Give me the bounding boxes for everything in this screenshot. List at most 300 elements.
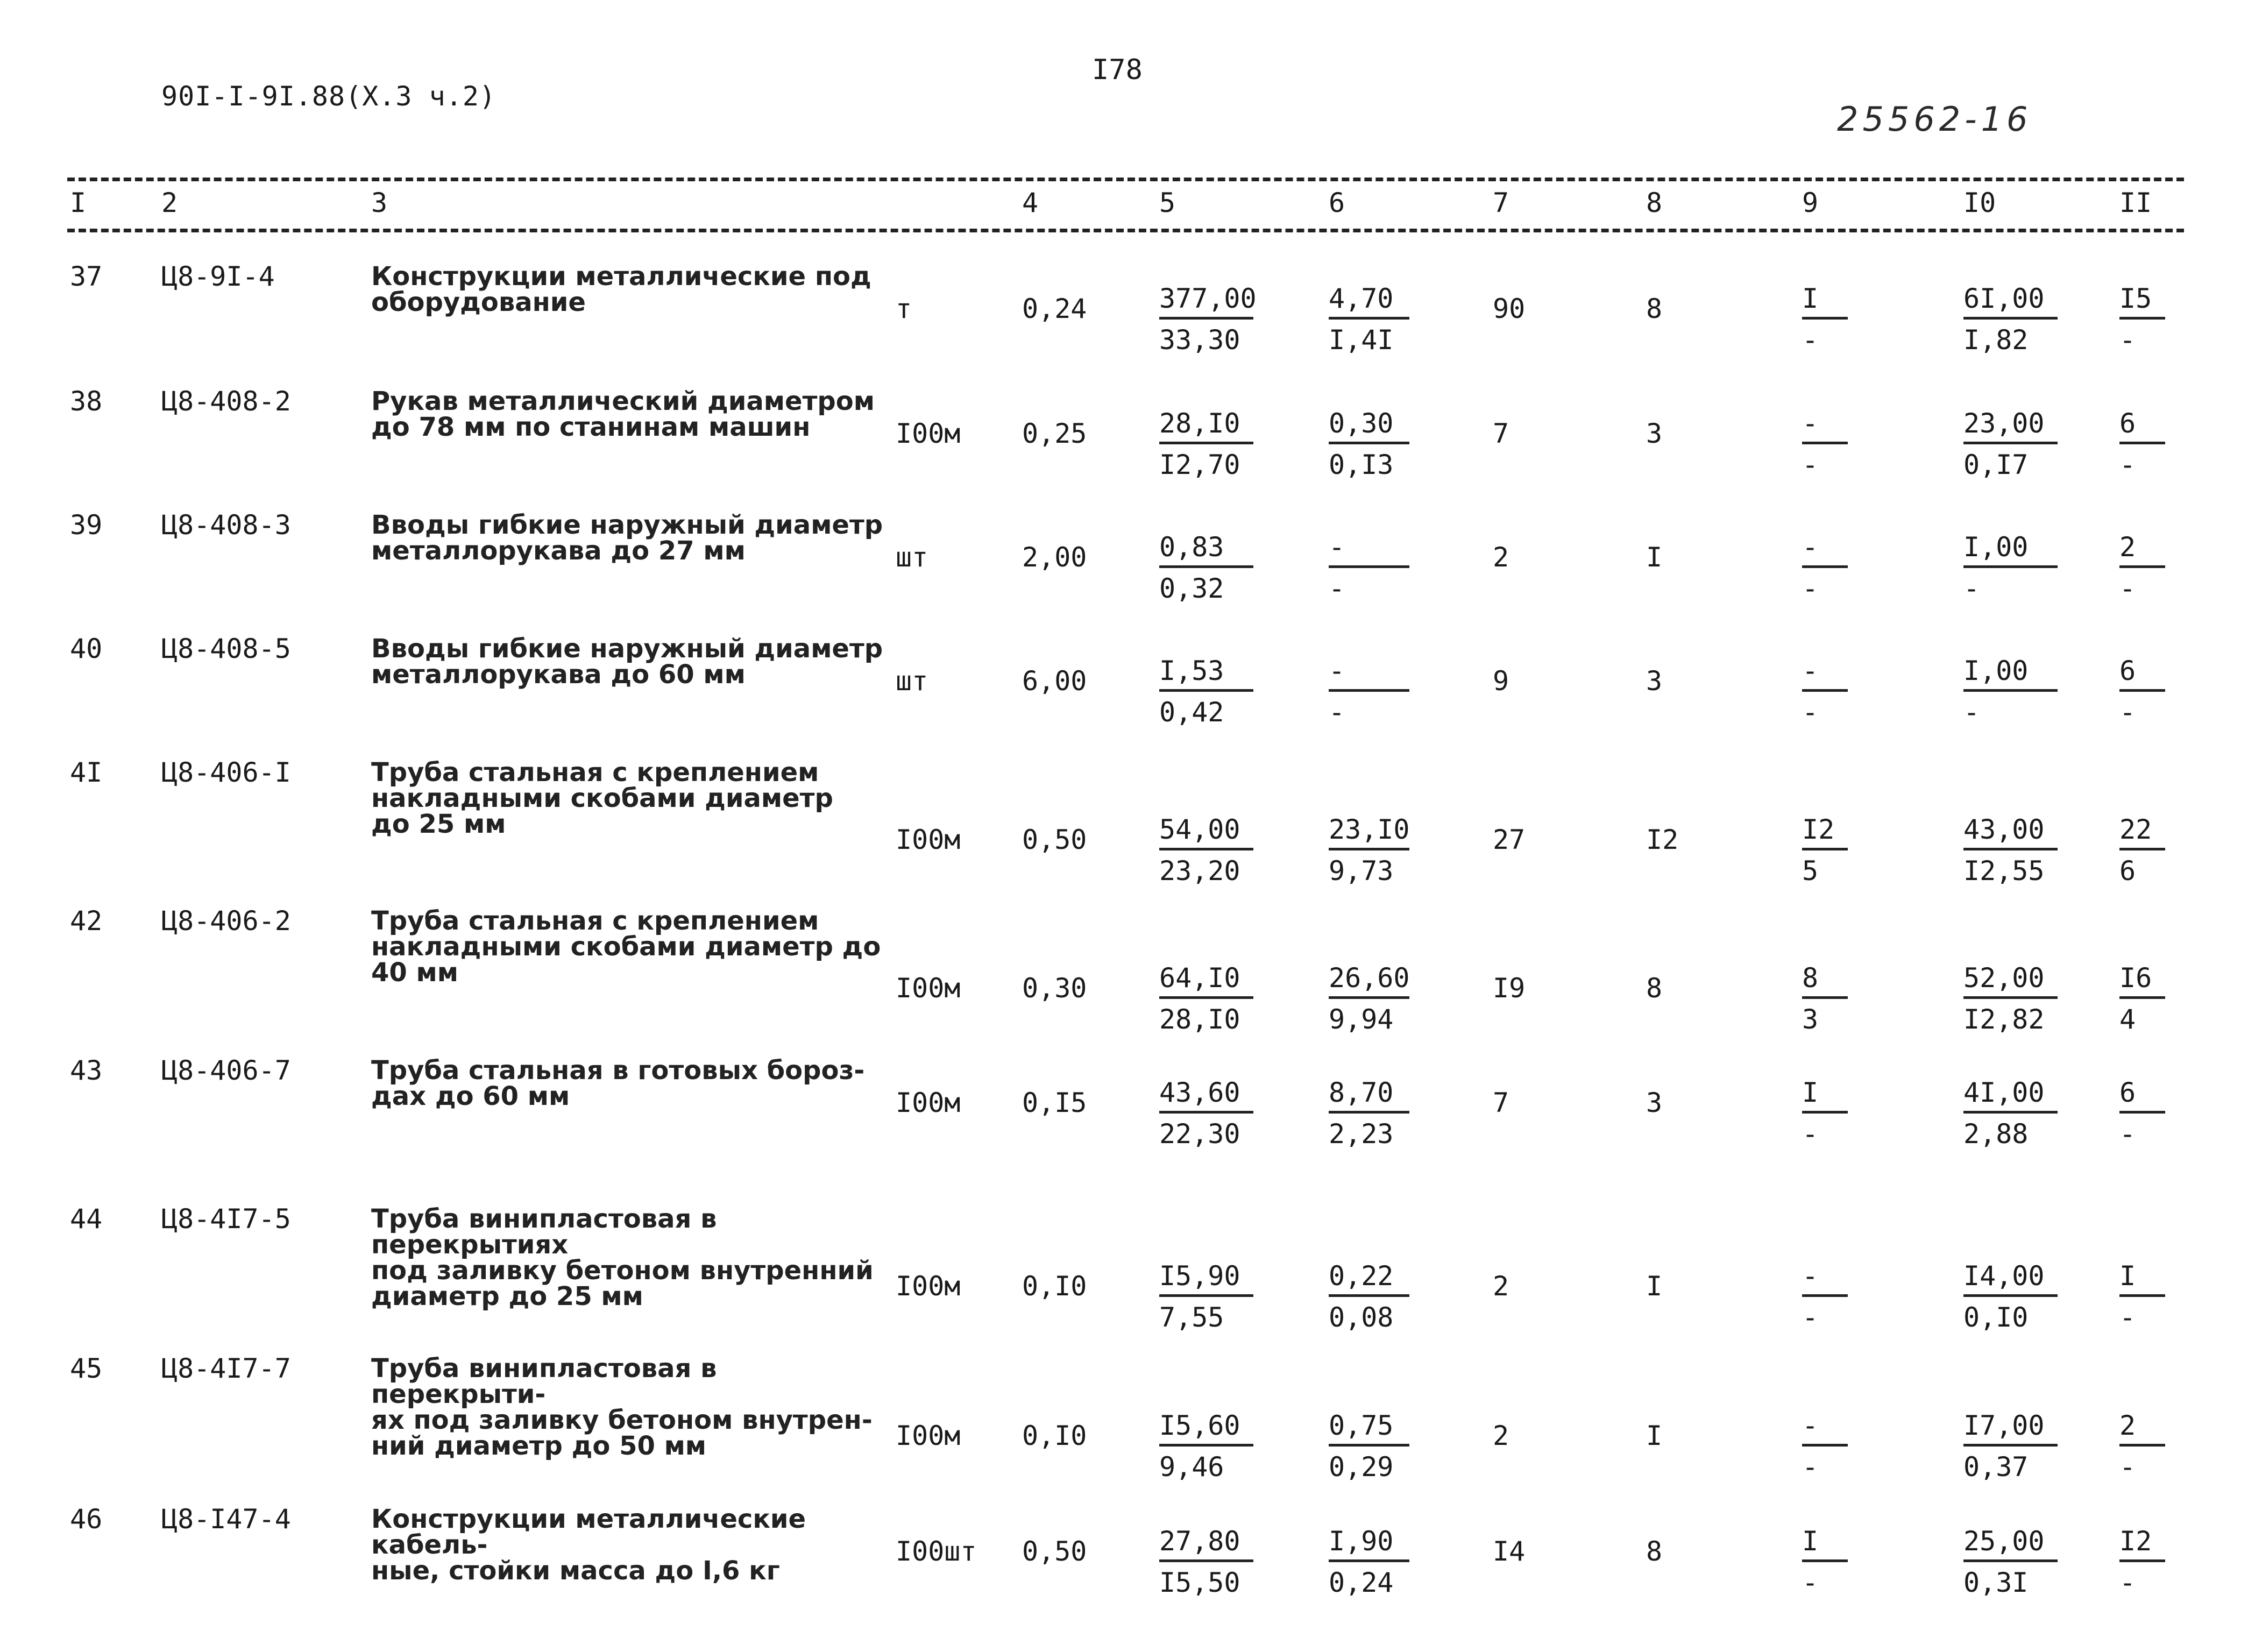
column-5-value-fraction-bar [1159,565,1253,568]
column-11-value-denominator: - [2119,697,2136,728]
column-9-value-numerator: - [1802,655,1819,686]
column-5-value-numerator: 377,00 [1159,283,1257,314]
work-description [371,512,888,564]
work-description-line: до 78 мм по станинам машин [371,412,811,442]
column-10-value [1963,282,2058,356]
work-description-line: накладными скобами диаметр до [371,932,881,962]
column-10-value [1963,407,2058,481]
column-11-value-fraction-bar [2119,317,2165,320]
column-10-value-fraction-bar [1963,317,2058,320]
work-description [371,906,888,988]
column-5-value [1159,407,1253,481]
column-5-value-fraction-bar [1159,848,1253,850]
column-10-value-fraction-bar [1963,1559,2058,1562]
work-description-line: металлорукава до 60 мм [371,660,746,690]
column-11-value-fraction-bar [2119,689,2165,692]
row-number: 45 [70,1353,103,1384]
column-5-value-denominator: 9,46 [1159,1451,1224,1483]
document-code: 90I-I-9I.88(X.3 ч.2) [161,81,497,112]
column-9-value-numerator: I [1802,1077,1819,1108]
row-number: 43 [70,1055,103,1086]
unit-of-measure: шт [896,665,928,697]
column-6-value-fraction-bar [1329,848,1409,850]
column-10-value-fraction-bar [1963,689,2058,692]
column-11-value [2119,1076,2165,1150]
column-8-value: 3 [1646,418,1663,449]
column-11-value-denominator: - [2119,324,2136,356]
column-10-value-fraction-bar [1963,1111,2058,1114]
column-10-value-denominator: - [1963,573,1980,604]
column-10-value [1963,1525,2058,1599]
column-6-value-denominator: 0,I3 [1329,449,1394,480]
column-9-value-denominator: 5 [1802,855,1819,887]
quantity: 0,I0 [1022,1271,1087,1302]
column-8-value: 8 [1646,1536,1663,1567]
column-6-value-fraction-bar [1329,317,1409,320]
column-11-value-fraction-bar [2119,848,2165,850]
column-11-value [2119,655,2165,728]
quantity: 0,25 [1022,418,1087,449]
column-11-value [2119,1260,2165,1334]
column-9-value-fraction-bar [1802,317,1848,320]
column-6-value-fraction-bar [1329,442,1409,444]
column-11-value-numerator: 2 [2119,531,2136,563]
column-6-value-denominator: 0,08 [1329,1302,1394,1333]
column-10-value-numerator: 43,00 [1963,814,2045,845]
column-8-value: I [1646,542,1663,573]
column-11-value [2119,1409,2165,1483]
work-description-line: Рукав металлический диаметром [371,386,875,416]
column-9-value [1802,1409,1848,1483]
column-9-value-fraction-bar [1802,442,1848,444]
column-10-value-numerator: I7,00 [1963,1410,2045,1441]
column-9-value-numerator: - [1802,408,1819,439]
column-5-value-denominator: 0,32 [1159,573,1224,604]
work-description-line: ний диаметр до 50 мм [371,1431,707,1461]
column-9-value-numerator: - [1802,531,1819,563]
work-description [371,1353,888,1461]
column-9-value-denominator: - [1802,1567,1819,1598]
column-9-value-fraction-bar [1802,1444,1848,1447]
column-11-value-numerator: 6 [2119,408,2136,439]
column-7-value: 7 [1493,418,1509,449]
column-5-value [1159,531,1253,605]
column-9-value-numerator: - [1802,1410,1819,1441]
column-9-value [1802,813,1848,887]
column-5-value-numerator: 64,I0 [1159,962,1240,994]
work-description-line: Труба стальная с креплением [371,757,819,788]
column-number-4: 4 [1022,187,1039,218]
column-6-value [1329,1260,1409,1334]
work-description-line: Труба стальная в готовых бороз- [371,1055,865,1086]
column-number-3: 3 [371,187,388,218]
row-number: 40 [70,633,103,664]
column-5-value-fraction-bar [1159,996,1253,999]
column-number-1: I [70,187,87,218]
column-9-value-denominator: - [1802,324,1819,356]
column-5-value-fraction-bar [1159,1444,1253,1447]
row-number: 37 [70,261,103,292]
column-7-value: I4 [1493,1536,1526,1567]
work-description-line: ях под заливку бетоном внутрен- [371,1405,873,1435]
column-10-value-numerator: 25,00 [1963,1526,2045,1557]
column-5-value-numerator: I5,60 [1159,1410,1240,1441]
column-5-value-numerator: I,53 [1159,655,1224,686]
row-number: 38 [70,386,103,417]
column-6-value-denominator: 0,24 [1329,1567,1394,1598]
column-9-value [1802,282,1848,356]
quantity: 6,00 [1022,665,1087,697]
row-number: 42 [70,905,103,937]
work-description [371,261,888,317]
column-11-value-fraction-bar [2119,1444,2165,1447]
column-10-value-numerator: I4,00 [1963,1260,2045,1292]
column-5-value-numerator: 27,80 [1159,1526,1240,1557]
quantity: 2,00 [1022,542,1087,573]
header-top-rule [67,178,2184,181]
column-5-value-fraction-bar [1159,1559,1253,1562]
column-10-value-fraction-bar [1963,565,2058,568]
work-description-line: Труба винипластовая в перекрытиях [371,1204,717,1260]
rate-code: Ц8-I47-4 [161,1504,291,1535]
column-5-value-numerator: 54,00 [1159,814,1240,845]
column-10-value [1963,1409,2058,1483]
unit-of-measure: I00м [896,824,961,855]
column-10-value-denominator: 0,3I [1963,1567,2029,1598]
column-8-value: 8 [1646,973,1663,1004]
work-description-line: оборудование [371,287,586,317]
quantity: 0,I0 [1022,1420,1087,1451]
column-5-value-denominator: 7,55 [1159,1302,1224,1333]
page-number: I78 [1092,54,1143,86]
column-9-value-numerator: I [1802,1526,1819,1557]
column-5-value-denominator: I2,70 [1159,449,1240,480]
column-9-value [1802,1525,1848,1599]
work-description-line: Труба стальная с креплением [371,906,819,936]
column-5-value-fraction-bar [1159,1294,1253,1297]
column-5-value [1159,1260,1253,1334]
column-10-value [1963,655,2058,728]
column-9-value-numerator: - [1802,1260,1819,1292]
work-description-line: диаметр до 25 мм [371,1281,643,1311]
quantity: 0,50 [1022,1536,1087,1567]
column-10-value-numerator: 52,00 [1963,962,2045,994]
rate-code: Ц8-4I7-5 [161,1203,291,1235]
column-10-value-denominator: I2,82 [1963,1004,2045,1035]
work-description-line: Конструкции металлические кабель- [371,1504,806,1560]
column-6-value-fraction-bar [1329,1559,1409,1562]
column-9-value [1802,1260,1848,1334]
row-number: 44 [70,1203,103,1235]
quantity: 0,50 [1022,824,1087,855]
column-11-value-numerator: 2 [2119,1410,2136,1441]
column-6-value-fraction-bar [1329,1444,1409,1447]
header-bottom-rule [67,229,2184,232]
column-6-value-fraction-bar [1329,996,1409,999]
column-5-value [1159,813,1253,887]
rate-code: Ц8-406-2 [161,905,291,937]
work-description-line: ные, стойки масса до I,6 кг [371,1556,780,1586]
column-5-value-fraction-bar [1159,689,1253,692]
column-9-value-denominator: - [1802,573,1819,604]
column-8-value: I [1646,1271,1663,1302]
quantity: 0,I5 [1022,1087,1087,1118]
column-9-value-fraction-bar [1802,996,1848,999]
column-5-value [1159,655,1253,728]
column-11-value-denominator: - [2119,1302,2136,1333]
column-5-value-denominator: 33,30 [1159,324,1240,356]
work-description [371,634,888,690]
column-6-value-numerator: 26,60 [1329,962,1410,994]
column-6-value [1329,655,1409,728]
work-description-line: под заливку бетоном внутренний [371,1256,874,1286]
column-5-value-numerator: 0,83 [1159,531,1224,563]
quantity: 0,30 [1022,973,1087,1004]
column-6-value-numerator: 0,22 [1329,1260,1394,1292]
column-9-value [1802,655,1848,728]
row-number: 39 [70,509,103,541]
column-11-value-numerator: I5 [2119,283,2152,314]
column-7-value: 2 [1493,542,1509,573]
column-5-value [1159,1409,1253,1483]
column-11-value-numerator: I6 [2119,962,2152,994]
column-number-11: II [2119,187,2152,218]
column-6-value-fraction-bar [1329,1111,1409,1114]
unit-of-measure: I00м [896,418,961,449]
column-11-value [2119,1525,2165,1599]
column-7-value: 2 [1493,1271,1509,1302]
unit-of-measure: I00м [896,1271,961,1302]
column-10-value [1963,813,2058,887]
column-6-value-denominator: 9,73 [1329,855,1394,887]
column-7-value: 2 [1493,1420,1509,1451]
column-8-value: 3 [1646,665,1663,697]
column-11-value-denominator: - [2119,449,2136,480]
work-description-line: Вводы гибкие наружный диаметр [371,634,883,664]
column-5-value-numerator: I5,90 [1159,1260,1240,1292]
column-9-value [1802,407,1848,481]
column-11-value-numerator: 6 [2119,655,2136,686]
column-5-value-denominator: 23,20 [1159,855,1240,887]
column-11-value-denominator: - [2119,573,2136,604]
column-9-value [1802,962,1848,1036]
column-9-value-numerator: I2 [1802,814,1835,845]
column-7-value: 7 [1493,1087,1509,1118]
column-6-value [1329,962,1409,1036]
column-11-value-fraction-bar [2119,565,2165,568]
column-5-value [1159,1525,1253,1599]
column-10-value-fraction-bar [1963,848,2058,850]
work-description-line: 40 мм [371,958,458,988]
rate-code: Ц8-408-3 [161,509,291,541]
column-10-value-denominator: 0,I0 [1963,1302,2029,1333]
column-5-value [1159,1076,1253,1150]
column-11-value-denominator: 4 [2119,1004,2136,1035]
column-10-value-fraction-bar [1963,1294,2058,1297]
column-5-value-fraction-bar [1159,1111,1253,1114]
column-10-value-fraction-bar [1963,996,2058,999]
rate-code: Ц8-406-7 [161,1055,291,1086]
column-6-value-numerator: - [1329,531,1345,563]
column-6-value [1329,1525,1409,1599]
column-6-value-numerator: 8,70 [1329,1077,1394,1108]
work-description [371,388,888,440]
row-number: 46 [70,1504,103,1535]
work-description-line: до 25 мм [371,809,506,839]
column-9-value-denominator: 3 [1802,1004,1819,1035]
column-10-value-denominator: 0,37 [1963,1451,2029,1483]
archive-stamp: 25562-16 [1837,100,2032,139]
unit-of-measure: т [896,293,912,324]
work-description-line: Конструкции металлические под [371,261,871,292]
column-10-value-numerator: I,00 [1963,531,2029,563]
column-number-5: 5 [1159,187,1176,218]
unit-of-measure: I00м [896,973,961,1004]
column-11-value-fraction-bar [2119,996,2165,999]
work-description [371,1506,888,1584]
column-9-value-numerator: I [1802,283,1819,314]
column-5-value-fraction-bar [1159,442,1253,444]
column-11-value [2119,962,2165,1036]
column-10-value-numerator: 6I,00 [1963,283,2045,314]
column-number-6: 6 [1329,187,1345,218]
column-11-value-denominator: - [2119,1567,2136,1598]
work-description [371,1055,888,1111]
column-7-value: 90 [1493,293,1526,324]
column-11-value-denominator: 6 [2119,855,2136,887]
row-number: 4I [70,757,103,788]
column-9-value-numerator: 8 [1802,962,1819,994]
column-8-value: 8 [1646,293,1663,324]
work-description-line: Труба винипластовая в перекрыти- [371,1353,717,1409]
column-11-value [2119,407,2165,481]
column-5-value-denominator: 22,30 [1159,1118,1240,1150]
column-10-value-denominator: I2,55 [1963,855,2045,887]
work-description [371,757,888,839]
column-10-value-numerator: 4I,00 [1963,1077,2045,1108]
column-6-value-numerator: 23,I0 [1329,814,1410,845]
column-number-10: I0 [1963,187,1996,218]
column-11-value [2119,282,2165,356]
column-6-value [1329,813,1409,887]
column-6-value-numerator: I,90 [1329,1526,1394,1557]
rate-code: Ц8-408-5 [161,633,291,664]
unit-of-measure: I00м [896,1420,961,1451]
column-10-value-denominator: - [1963,697,1980,728]
column-6-value-denominator: 9,94 [1329,1004,1394,1035]
column-6-value-numerator: 0,75 [1329,1410,1394,1441]
column-9-value-denominator: - [1802,1118,1819,1150]
unit-of-measure: I00шт [896,1536,977,1567]
column-11-value-numerator: I2 [2119,1526,2152,1557]
column-11-value [2119,531,2165,605]
column-10-value-fraction-bar [1963,1444,2058,1447]
column-6-value-denominator: 0,29 [1329,1451,1394,1483]
column-9-value-denominator: - [1802,697,1819,728]
column-5-value-denominator: I5,50 [1159,1567,1240,1598]
column-10-value [1963,962,2058,1036]
column-11-value-fraction-bar [2119,1559,2165,1562]
column-6-value [1329,407,1409,481]
work-description-line: Вводы гибкие наружный диаметр [371,510,883,540]
column-10-value-denominator: I,82 [1963,324,2029,356]
column-11-value [2119,813,2165,887]
column-8-value: I [1646,1420,1663,1451]
column-11-value-fraction-bar [2119,1111,2165,1114]
column-9-value-fraction-bar [1802,848,1848,850]
column-10-value-denominator: 0,I7 [1963,449,2029,480]
column-11-value-denominator: - [2119,1451,2136,1483]
column-10-value [1963,1260,2058,1334]
column-7-value: I9 [1493,973,1526,1004]
column-9-value-fraction-bar [1802,1559,1848,1562]
column-6-value-numerator: 0,30 [1329,408,1394,439]
column-number-8: 8 [1646,187,1663,218]
column-6-value [1329,531,1409,605]
work-description-line: накладными скобами диаметр [371,783,833,813]
column-9-value-denominator: - [1802,1451,1819,1483]
column-5-value-numerator: 28,I0 [1159,408,1240,439]
column-5-value [1159,282,1257,356]
column-6-value-fraction-bar [1329,1294,1409,1297]
column-5-value-fraction-bar [1159,317,1253,320]
column-6-value [1329,1076,1409,1150]
column-6-value [1329,1409,1409,1483]
rate-code: Ц8-4I7-7 [161,1353,291,1384]
column-6-value-denominator: 2,23 [1329,1118,1394,1150]
column-6-value-fraction-bar [1329,565,1409,568]
column-7-value: 27 [1493,824,1526,855]
column-9-value-fraction-bar [1802,1111,1848,1114]
column-9-value-fraction-bar [1802,1294,1848,1297]
work-description-line: металлорукава до 27 мм [371,536,746,566]
work-description [371,1206,888,1309]
column-5-value-denominator: 0,42 [1159,697,1224,728]
column-8-value: 3 [1646,1087,1663,1118]
quantity: 0,24 [1022,293,1087,324]
column-10-value-fraction-bar [1963,442,2058,444]
unit-of-measure: I00м [896,1087,961,1118]
column-number-2: 2 [161,187,178,218]
column-6-value-fraction-bar [1329,689,1409,692]
rate-code: Ц8-9I-4 [161,261,275,292]
column-6-value-numerator: 4,70 [1329,283,1394,314]
column-8-value: I2 [1646,824,1679,855]
column-10-value [1963,1076,2058,1150]
column-5-value-denominator: 28,I0 [1159,1004,1240,1035]
work-description-line: дах до 60 мм [371,1081,570,1111]
column-11-value-fraction-bar [2119,1294,2165,1297]
column-11-value-numerator: 6 [2119,1077,2136,1108]
column-9-value-denominator: - [1802,449,1819,480]
column-9-value-denominator: - [1802,1302,1819,1333]
column-11-value-numerator: 22 [2119,814,2152,845]
column-5-value [1159,962,1253,1036]
column-5-value-numerator: 43,60 [1159,1077,1240,1108]
column-6-value [1329,282,1409,356]
rate-code: Ц8-406-I [161,757,291,788]
column-6-value-numerator: - [1329,655,1345,686]
column-10-value-numerator: I,00 [1963,655,2029,686]
column-10-value [1963,531,2058,605]
column-number-7: 7 [1493,187,1509,218]
column-9-value [1802,1076,1848,1150]
column-11-value-denominator: - [2119,1118,2136,1150]
unit-of-measure: шт [896,542,928,573]
column-10-value-numerator: 23,00 [1963,408,2045,439]
column-11-value-fraction-bar [2119,442,2165,444]
column-9-value-fraction-bar [1802,689,1848,692]
